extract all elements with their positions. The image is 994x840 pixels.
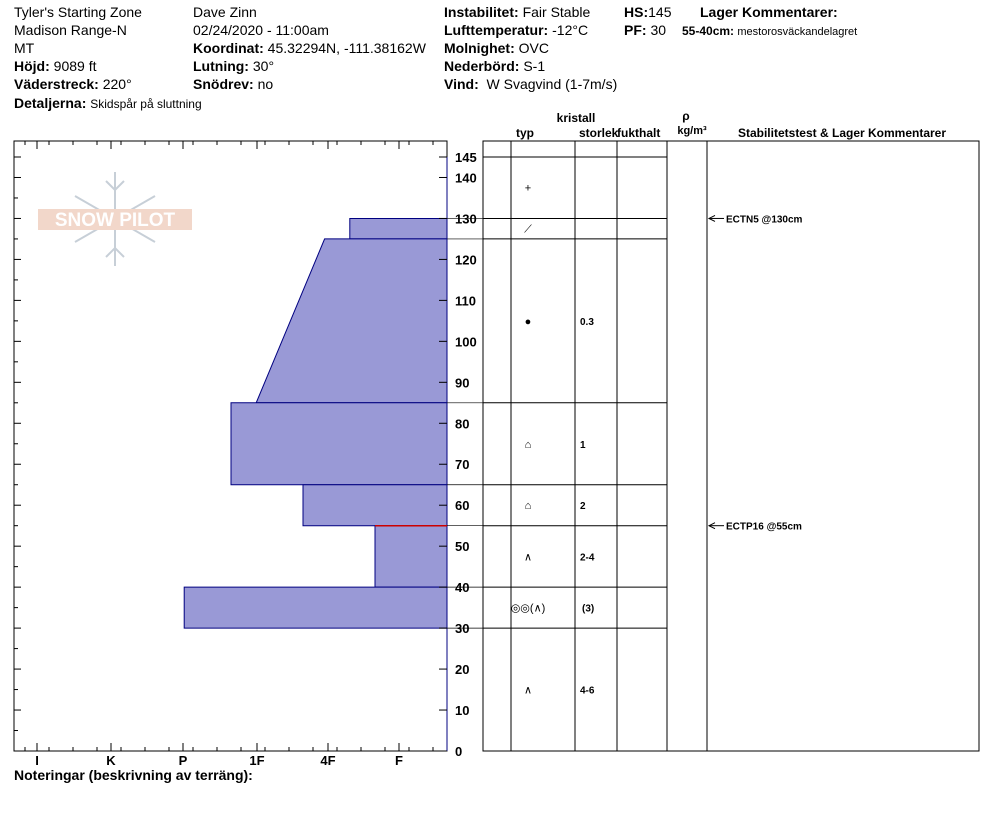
details-value: Skidspår på sluttning [90, 97, 202, 111]
hardness-tick-label: I [35, 753, 39, 768]
aspect-label: Väderstreck: [14, 76, 99, 92]
coordinate-value: 45.32294N, -111.38162W [267, 40, 426, 56]
logo-text: SNOW PILOT [54, 210, 176, 231]
hardness-tick-label: F [395, 753, 403, 768]
aspect-value: 220° [102, 76, 132, 92]
pf-label: PF: [624, 22, 647, 38]
hardness-layer-6 [184, 587, 447, 628]
depth-tick-label: 70 [455, 457, 470, 473]
airtemp-value: -12°C [552, 22, 589, 38]
layer-table-rows [447, 157, 667, 697]
observer-name: Dave Zinn [193, 4, 257, 20]
depth-tick-label: 90 [455, 375, 470, 391]
hardness-layers [184, 157, 447, 751]
hardness-tick-label: P [178, 753, 188, 768]
depth-tick-label: 120 [455, 252, 477, 268]
hardness-layer-1 [350, 218, 447, 238]
location-name: Tyler's Starting Zone [14, 4, 142, 20]
type-column-header: typ [516, 126, 534, 140]
stability-test-label: ECTP16 @55cm [726, 521, 802, 533]
sky-value: OVC [518, 40, 549, 56]
pf-value: 30 [650, 22, 667, 38]
grain-size-value: 2 [580, 501, 586, 513]
grain-type-symbol: ∧ [523, 551, 533, 564]
layer-comment-range: 55-40cm: [682, 24, 735, 38]
layer-table-frame [483, 141, 979, 751]
layer-comment-text: mestorosväckandelagret [737, 26, 858, 38]
hardness-tick-label: K [106, 753, 116, 768]
stability-value: Fair Stable [522, 4, 591, 20]
grain-type-symbol: ∧ [523, 684, 533, 697]
depth-tick-label: 80 [455, 416, 470, 432]
stability-test-label: ECTN5 @130cm [726, 214, 803, 226]
grain-type-symbol: ⌂ [524, 500, 532, 513]
grain-size-value: 0.3 [580, 316, 594, 328]
slope-label: Lutning: [193, 58, 249, 74]
grain-size-value: 2-4 [580, 552, 595, 564]
grain-type-symbol: ⌂ [524, 438, 532, 451]
density-unit-header: kg/m³ [677, 125, 707, 137]
hardness-layer-5 [375, 526, 447, 587]
depth-tick-label: 30 [455, 621, 470, 637]
drift-label: Snödrev: [193, 76, 254, 92]
depth-tick-label: 145 [455, 150, 477, 165]
hardness-layer-2 [256, 239, 447, 403]
airtemp-label: Lufttemperatur: [444, 22, 549, 38]
details-label: Detaljerna: [14, 95, 87, 111]
hs-value: 145 [648, 4, 672, 20]
depth-tick-label: 40 [455, 580, 470, 596]
coordinate-label: Koordinat: [193, 40, 264, 56]
slope-value: 30° [252, 58, 275, 74]
observation-datetime: 02/24/2020 - 11:00am [193, 22, 329, 38]
drift-value: no [257, 76, 274, 92]
elevation-label: Höjd: [14, 58, 50, 74]
precip-label: Nederbörd: [444, 58, 520, 74]
rho-header: ρ [682, 109, 690, 123]
depth-tick-label: 140 [455, 170, 477, 186]
layer-comments-heading: Lager Kommentarer: [700, 4, 838, 20]
stability-column-header: Stabilitetstest & Lager Kommentarer [737, 126, 947, 140]
wind-label: Vind: [444, 76, 479, 92]
grain-type-symbol: ⟋ [524, 223, 532, 236]
snowpilot-logo [38, 172, 192, 266]
stability-tests [709, 214, 803, 532]
hardness-layer-3 [231, 403, 447, 485]
range-name: Madison Range-N [14, 22, 127, 38]
depth-tick-label: 50 [455, 539, 470, 555]
grain-type-symbol: ◎◎(∧) [510, 602, 546, 615]
hardness-layer-4 [303, 485, 447, 526]
sky-label: Molnighet: [444, 40, 515, 56]
crystal-column-title: kristall [556, 111, 596, 125]
state-name: MT [14, 40, 35, 56]
depth-tick-label: 10 [455, 703, 470, 719]
depth-tick-label: 110 [455, 293, 476, 309]
moisture-column-header: fukthalt [617, 126, 661, 140]
grain-type-symbol: ● [524, 315, 532, 328]
grain-size-value: (3) [582, 603, 595, 615]
depth-tick-label: 100 [455, 334, 477, 350]
size-column-header: storlek [579, 126, 619, 140]
grain-type-symbol: + [524, 182, 532, 195]
depth-tick-label: 60 [455, 498, 470, 514]
depth-tick-label: 130 [455, 211, 477, 227]
wind-value: W Svagvind (1-7m/s) [486, 76, 618, 92]
depth-tick-label: 20 [455, 662, 470, 678]
hardness-tick-label: 1F [249, 753, 265, 768]
elevation-value: 9089 ft [53, 58, 97, 74]
depth-tick-label: 0 [455, 744, 463, 759]
notes-label: Noteringar (beskrivning av terräng): [14, 767, 253, 783]
precip-value: S-1 [523, 58, 546, 74]
grain-size-value: 4-6 [580, 685, 595, 697]
grain-size-value: 1 [580, 439, 586, 451]
hs-label: HS: [624, 4, 649, 20]
hardness-tick-label: 4F [320, 753, 336, 768]
stability-label: Instabilitet: [444, 4, 519, 20]
